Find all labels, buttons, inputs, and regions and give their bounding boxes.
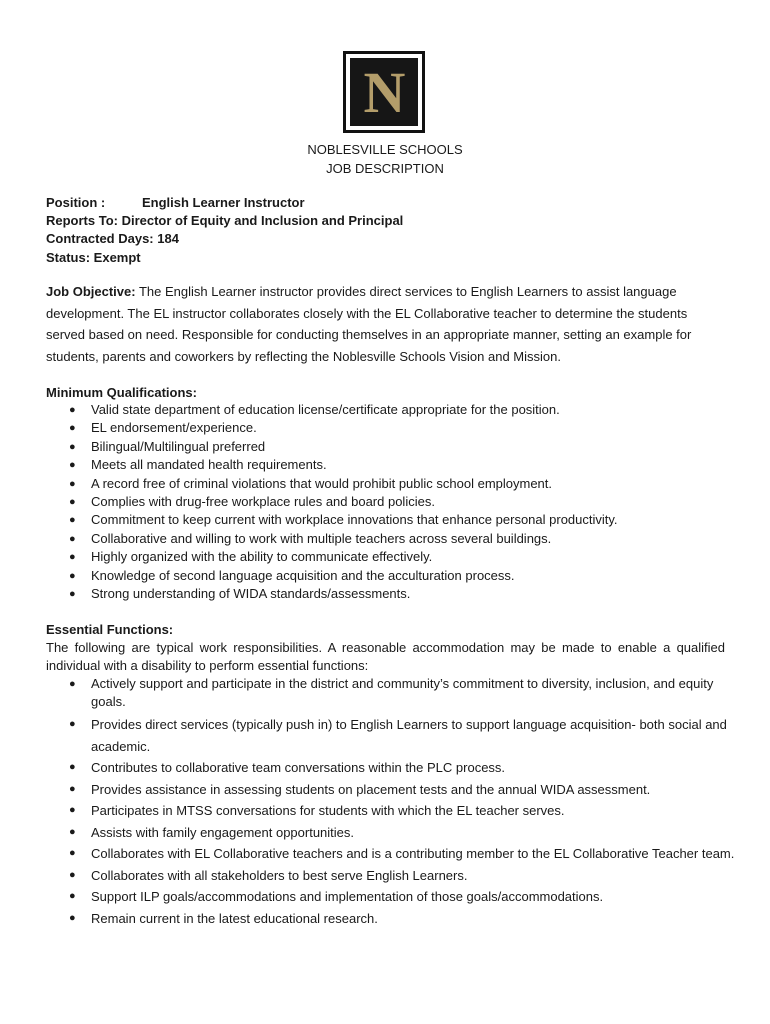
position-value: English Learner Instructor [142,195,305,210]
job-objective-text: The English Learner instructor provides direct services to English Learners to assist language development. The EL instructor collaborates closely with the EL Collaborative teacher to determine the students served based on need. Responsible for conducting themselves in an appropriate manner, setting an example for students, parents and coworkers by reflecting the Noblesville Schools Vision and Mission. [46,284,692,364]
functions-intro: The following are typical work responsibilities. A reasonable accommodation may be made to enable a qualified individual with a disability to perform essential functions: [46,640,725,673]
list-item: ● Strong understanding of WIDA standards/assessments. [69,586,411,602]
list-item: ● Collaborative and willing to work with multiple teachers across several buildings. [69,530,552,546]
list-item: ● Participates in MTSS conversations for students with which the EL teacher serves. [69,803,565,818]
logo-background [350,58,418,126]
job-objective-label: Job Objective: [46,284,136,299]
list-item: ● A record free of criminal violations that would prohibit public school employment. [69,475,553,491]
list-item: ● Provides assistance in assessing students on placement tests and the annual WIDA assessment. [69,781,651,797]
list-item: ● Provides direct services (typically push in) to English Learners to support language acquisition- both social and academic. [69,717,727,754]
functions-list [46,675,736,929]
list-item: ● Assists with family engagement opportunities. [69,824,355,840]
logo-letter: N [363,60,405,125]
list-item: ● Support ILP goals/accommodations and implementation of those goals/accommodations. [69,889,604,904]
list-item: ● Collaborates with all stakeholders to best serve English Learners. [69,867,468,883]
qualifications-title: Minimum Qualifications: [46,385,197,400]
document-type: JOB DESCRIPTION [326,161,444,176]
list-item: ● Collaborates with EL Collaborative teachers and is a contributing member to the EL Collaborative Teacher team. [69,846,735,861]
reports-to: Reports To: Director of Equity and Inclusion and Principal [46,213,404,228]
list-item: ● Complies with drug-free workplace rules and board policies. [69,494,435,510]
school-logo [343,51,425,133]
list-item: ● Highly organized with the ability to communicate effectively. [69,549,433,565]
contracted-days: Contracted Days: 184 [46,231,179,246]
list-item: ● EL endorsement/experience. [69,420,257,436]
functions-title: Essential Functions: [46,622,174,637]
org-name: NOBLESVILLE SCHOOLS [307,142,463,157]
position-line [46,194,305,212]
status: Status: Exempt [46,250,141,265]
job-objective [46,281,716,367]
list-item: ● Knowledge of second language acquisition and the acculturation process. [69,567,515,583]
qualifications-list [46,401,736,603]
list-item: ● Valid state department of education license/certificate appropriate for the position. [69,402,560,417]
list-item: ● Meets all mandated health requirements. [69,457,327,473]
list-item: ● Actively support and participate in the district and community’s commitment to diversity, inclusion, and equity goals. [69,676,714,709]
list-item: ● Contributes to collaborative team conversations within the PLC process. [69,760,506,775]
list-item: ● Remain current in the latest educational research. [69,910,378,926]
position-label: Position : [46,195,106,210]
list-item: ● Bilingual/Multilingual preferred [69,438,266,454]
list-item: ● Commitment to keep current with workplace innovations that enhance personal productivity. [69,512,618,528]
